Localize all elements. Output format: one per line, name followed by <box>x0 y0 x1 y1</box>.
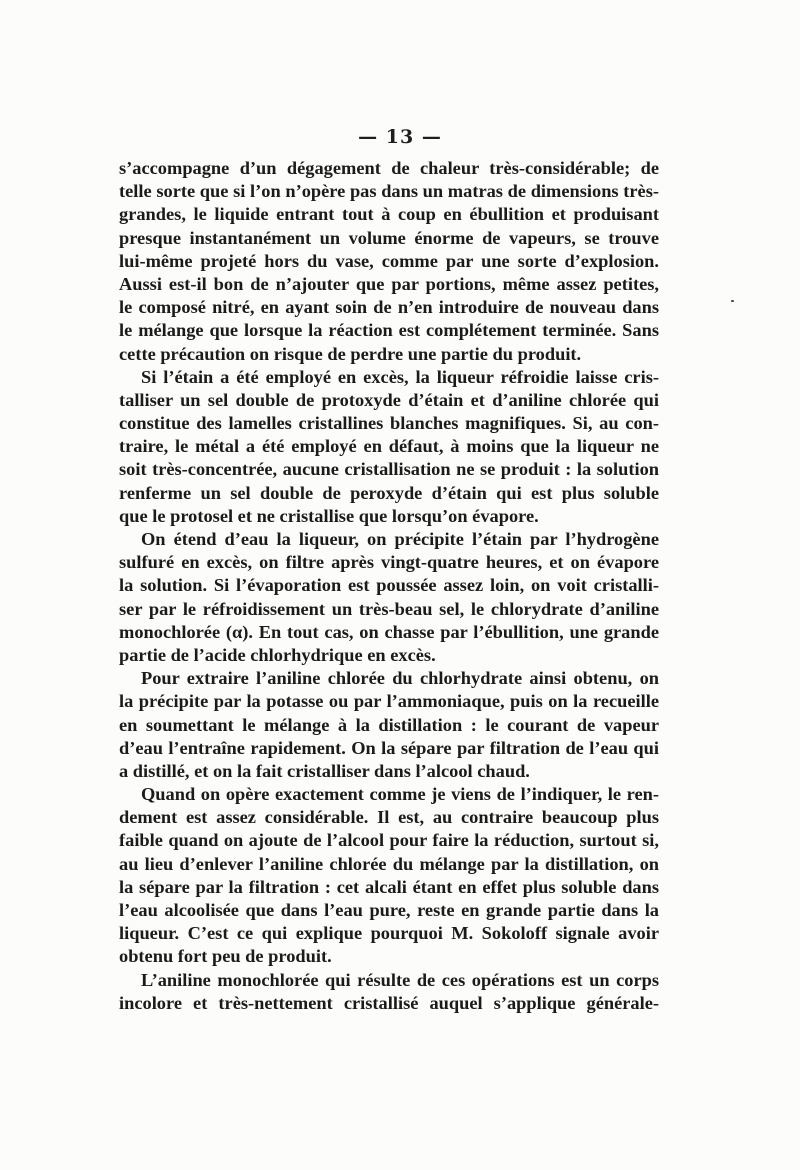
text-line: que le protosel et ne cristallise que lorsqu’on évapore. <box>119 505 539 526</box>
text-line: la sépare par la filtration : cet alcali étant en effet plus soluble dans <box>119 876 659 897</box>
text-line: soit très-concentrée, aucune cristallisation ne se produit : la solution <box>119 459 659 480</box>
text-line: presque instantanément un volume énorme de vapeurs, se trouve <box>119 227 659 248</box>
text-line: a distillé, et on la fait cristalliser dans l’alcool chaud. <box>119 760 530 781</box>
paragraph <box>119 157 659 366</box>
text-line: le composé nitré, en ayant soin de n’en introduire de nouveau dans <box>119 297 659 318</box>
text-line: la solution. Si l’évaporation est poussée assez loin, on voit cristalli- <box>119 575 659 596</box>
page-number: — 13 — <box>358 126 442 148</box>
text-line: l’eau alcoolisée que dans l’eau pure, reste en grande partie dans la <box>119 900 659 920</box>
text-line: On étend d’eau la liqueur, on précipite l’étain par l’hydrogène <box>141 529 659 549</box>
text-line: d’eau l’entraîne rapidement. On la sépare par filtration de l’eau qui <box>119 737 659 758</box>
body-text <box>119 157 659 1015</box>
text-line: partie de l’acide chlorhydrique en excès. <box>119 644 436 665</box>
text-line: Quand on opère exactement comme je viens de l’indiquer, le ren- <box>141 784 659 805</box>
text-line: Si l’étain a été employé en excès, la liqueur réfroidie laisse cris- <box>141 366 659 387</box>
margin-speck <box>731 300 734 302</box>
text-line: dement est assez considérable. Il est, au contraire beaucoup plus <box>119 807 659 828</box>
text-line: constitue des lamelles cristallines blanches magnifiques. Si, au con- <box>119 413 659 434</box>
text-line: liqueur. C’est ce qui explique pourquoi M. Sokoloff signale avoir <box>119 923 659 944</box>
paragraph <box>119 528 659 667</box>
text-line: le mélange que lorsque la réaction est complétement terminée. Sans <box>119 320 659 341</box>
text-line: s’accompagne d’un dégagement de chaleur très-considérable; de <box>119 158 659 178</box>
text-line: ser par le réfroidissement un très-beau sel, le chlorydrate d’aniline <box>119 598 659 619</box>
text-line: talliser un sel double de protoxyde d’étain et d’aniline chlorée qui <box>119 389 659 410</box>
paragraph <box>119 969 659 1015</box>
paragraph <box>119 667 659 783</box>
text-line: faible quand on ajoute de l’alcool pour faire la réduction, surtout si, <box>119 830 659 851</box>
text-line: lui-même projeté hors du vase, comme par une sorte d’explosion. <box>119 250 659 271</box>
paragraph <box>119 366 659 528</box>
text-line: sulfuré en excès, on filtre après vingt-quatre heures, et on évapore <box>119 552 659 573</box>
text-line: monochlorée (α). En tout cas, on chasse par l’ébullition, une grande <box>119 621 659 642</box>
text-line: au lieu d’enlever l’aniline chlorée du mélange par la distillation, on <box>119 853 659 874</box>
text-line: en soumettant le mélange à la distillation : le courant de vapeur <box>119 714 659 735</box>
text-line: cette précaution on risque de perdre une partie du produit. <box>119 343 582 364</box>
text-line: renferme un sel double de peroxyde d’étain qui est plus soluble <box>119 482 659 503</box>
text-line: traire, le métal a été employé en défaut, à moins que la liqueur ne <box>119 436 659 457</box>
paragraph <box>119 783 659 969</box>
text-line: Pour extraire l’aniline chlorée du chlorhydrate ainsi obtenu, on <box>141 668 659 689</box>
text-line: la précipite par la potasse ou par l’ammoniaque, puis on la recueille <box>119 691 659 712</box>
text-line: obtenu fort peu de produit. <box>119 946 332 967</box>
text-line: L’aniline monochlorée qui résulte de ces opérations est un corps <box>141 969 659 990</box>
text-line: grandes, le liquide entrant tout à coup en ébullition et produisant <box>119 204 659 225</box>
text-line: incolore et très-nettement cristallisé auquel s’applique générale- <box>119 992 659 1013</box>
text-line: Aussi est-il bon de n’ajouter que par portions, même assez petites, <box>119 273 659 294</box>
text-line: telle sorte que si l’on n’opère pas dans un matras de dimensions très- <box>119 181 659 202</box>
